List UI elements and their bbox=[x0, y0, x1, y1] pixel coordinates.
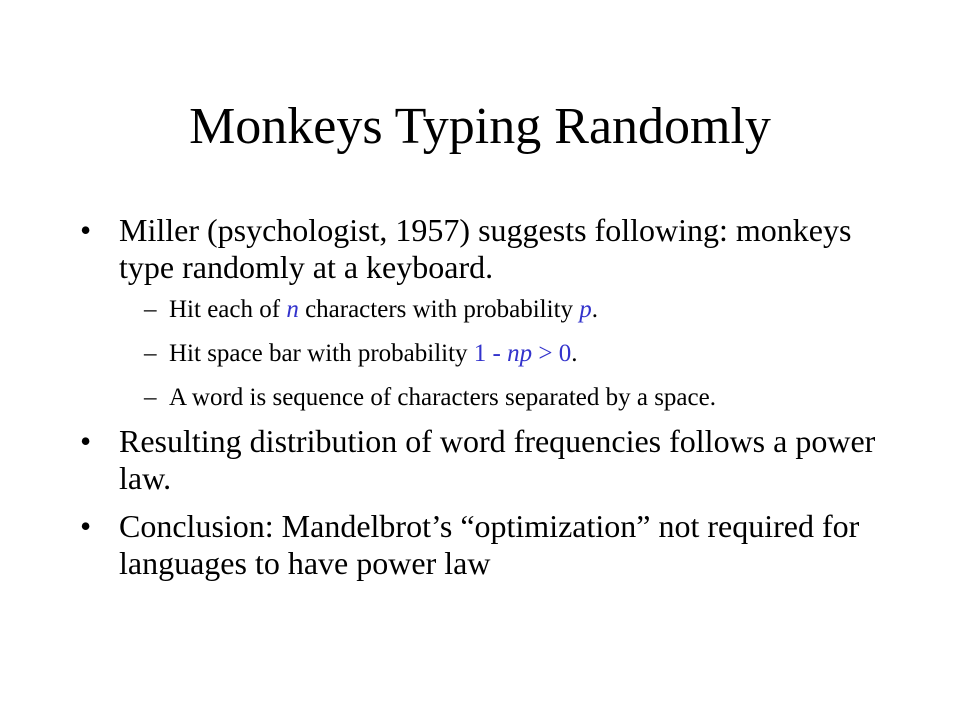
sub-bullet-text: Hit space bar with probability bbox=[169, 340, 474, 367]
expression-part: 1 - bbox=[473, 340, 508, 367]
sub-bullet-text: Hit each of bbox=[169, 296, 287, 323]
sub-bullet-marker: – bbox=[144, 384, 157, 411]
variable-n: n bbox=[286, 296, 299, 323]
sub-bullet-hit-characters bbox=[119, 295, 890, 324]
expression-part: > 0 bbox=[532, 340, 572, 367]
bullet-conclusion bbox=[80, 508, 890, 582]
bullet-marker: • bbox=[80, 423, 92, 459]
bullet-list bbox=[80, 212, 890, 582]
sub-bullet-text: A word is sequence of characters separated by a space. bbox=[169, 384, 716, 411]
sub-bullet-list bbox=[119, 295, 890, 412]
bullet-marker: • bbox=[80, 508, 92, 544]
bullet-text: Miller (psychologist, 1957) suggests following: monkeys type randomly at a keyboard. bbox=[119, 212, 852, 285]
sub-bullet-text: . bbox=[591, 296, 599, 323]
sub-bullet-space-bar bbox=[119, 339, 890, 368]
variable-p: p bbox=[579, 296, 592, 323]
sub-bullet-marker: – bbox=[144, 296, 157, 323]
sub-bullet-word-definition bbox=[119, 383, 890, 412]
bullet-resulting-distribution bbox=[80, 423, 890, 497]
sub-bullet-marker: – bbox=[144, 340, 157, 367]
sub-bullet-text: . bbox=[571, 340, 578, 367]
bullet-miller bbox=[80, 212, 890, 412]
bullet-text: Conclusion: Mandelbrot’s “optimization” not required for languages to have power law bbox=[119, 508, 860, 581]
bullet-marker: • bbox=[80, 212, 92, 248]
sub-bullet-text: characters with probability bbox=[298, 296, 580, 323]
bullet-text: Resulting distribution of word frequencies follows a power law. bbox=[119, 423, 876, 496]
slide-title: Monkeys Typing Randomly bbox=[189, 98, 771, 155]
variable-np: np bbox=[507, 340, 533, 367]
